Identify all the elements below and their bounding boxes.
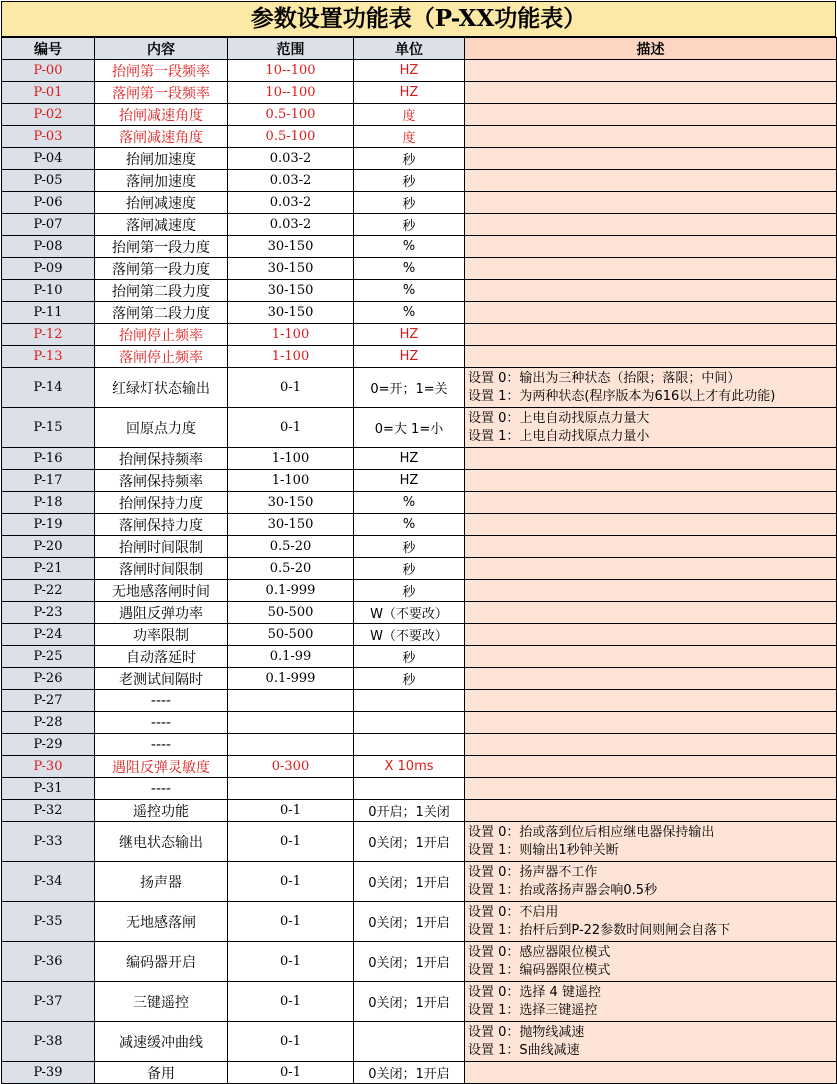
param-range-cell: 0-1 <box>228 408 354 448</box>
param-desc-cell <box>465 104 837 126</box>
param-id-cell: P-38 <box>2 1022 95 1062</box>
param-unit-cell <box>354 778 465 800</box>
param-range-cell: 0.5-100 <box>228 104 354 126</box>
param-name-cell: ---- <box>95 712 228 734</box>
param-range-cell: 0.1-99 <box>228 646 354 668</box>
desc-line: 设置 1：抬或落扬声器会响0.5秒 <box>468 882 658 898</box>
param-name-cell: 落闸减速度 <box>95 214 228 236</box>
param-desc-cell <box>465 514 837 536</box>
table-row <box>2 800 837 822</box>
table-row <box>2 470 837 492</box>
param-range-cell: 0.03-2 <box>228 148 354 170</box>
table-row <box>2 258 837 280</box>
param-id-cell: P-18 <box>2 492 95 514</box>
param-range-cell: 0.5-20 <box>228 558 354 580</box>
param-name-cell: 抬闸第一段力度 <box>95 236 228 258</box>
table-row <box>2 778 837 800</box>
param-id-cell: P-27 <box>2 690 95 712</box>
param-range-cell <box>228 712 354 734</box>
param-desc-cell <box>465 982 837 1022</box>
param-name-cell: 抬闸减速度 <box>95 192 228 214</box>
header-range: 范围 <box>228 38 354 60</box>
table-row <box>2 214 837 236</box>
param-desc-cell <box>465 646 837 668</box>
table-row <box>2 492 837 514</box>
table-row <box>2 126 837 148</box>
param-id-cell: P-02 <box>2 104 95 126</box>
desc-line: 设置 1：上电自动找原点力量小 <box>468 428 650 444</box>
param-unit-cell: 0关闭；1开启 <box>354 1062 465 1084</box>
param-range-cell: 0.5-20 <box>228 536 354 558</box>
param-range-cell: 50-500 <box>228 602 354 624</box>
param-range-cell: 0.1-999 <box>228 668 354 690</box>
param-range-cell: 10--100 <box>228 60 354 82</box>
param-name-cell: ---- <box>95 734 228 756</box>
param-desc-cell <box>465 558 837 580</box>
param-unit-cell: 0关闭；1开启 <box>354 942 465 982</box>
param-name-cell: 遇阻反弹灵敏度 <box>95 756 228 778</box>
table-row <box>2 902 837 942</box>
desc-line: 设置 0：抬或落到位后相应继电器保持输出 <box>468 824 715 840</box>
param-name-cell: ---- <box>95 778 228 800</box>
param-name-cell: 抬闸加速度 <box>95 148 228 170</box>
param-unit-cell: 秒 <box>354 558 465 580</box>
param-name-cell: 继电状态输出 <box>95 822 228 862</box>
param-desc-cell <box>465 712 837 734</box>
param-id-cell: P-34 <box>2 862 95 902</box>
param-unit-cell: 0=大 1=小 <box>354 408 465 448</box>
param-id-cell: P-05 <box>2 170 95 192</box>
param-id-cell: P-01 <box>2 82 95 104</box>
param-range-cell: 0.03-2 <box>228 214 354 236</box>
param-desc-cell <box>465 192 837 214</box>
param-name-cell: 落闸第一段频率 <box>95 82 228 104</box>
param-range-cell: 0-300 <box>228 756 354 778</box>
desc-line: 设置 0：上电自动找原点力量大 <box>468 410 650 426</box>
param-range-cell <box>228 778 354 800</box>
sheet-title: 参数设置功能表（P-XX功能表） <box>1 1 836 37</box>
param-unit-cell: 0关闭；1开启 <box>354 822 465 862</box>
table-row <box>2 734 837 756</box>
param-range-cell: 30-150 <box>228 258 354 280</box>
header-desc: 描述 <box>465 38 837 60</box>
param-range-cell: 0-1 <box>228 982 354 1022</box>
param-unit-cell: HZ <box>354 324 465 346</box>
param-id-cell: P-33 <box>2 822 95 862</box>
param-id-cell: P-16 <box>2 448 95 470</box>
param-name-cell: 功率限制 <box>95 624 228 646</box>
param-unit-cell: X 10ms <box>354 756 465 778</box>
table-row <box>2 624 837 646</box>
param-unit-cell <box>354 690 465 712</box>
param-desc-cell <box>465 942 837 982</box>
param-name-cell: 遇阻反弹功率 <box>95 602 228 624</box>
param-desc-cell <box>465 324 837 346</box>
param-desc-cell <box>465 346 837 368</box>
param-desc-cell <box>465 126 837 148</box>
table-row <box>2 408 837 448</box>
param-id-cell: P-08 <box>2 236 95 258</box>
param-unit-cell: % <box>354 280 465 302</box>
param-id-cell: P-17 <box>2 470 95 492</box>
table-row <box>2 536 837 558</box>
param-name-cell: 红绿灯状态输出 <box>95 368 228 408</box>
param-id-cell: P-20 <box>2 536 95 558</box>
param-desc-cell <box>465 862 837 902</box>
param-desc-cell <box>465 258 837 280</box>
param-unit-cell: 0=开；1=关 <box>354 368 465 408</box>
header-unit: 单位 <box>354 38 465 60</box>
header-row <box>2 38 837 60</box>
desc-line: 设置 0：不启用 <box>468 904 559 920</box>
param-range-cell: 1-100 <box>228 346 354 368</box>
param-name-cell: 抬闸第一段频率 <box>95 60 228 82</box>
param-desc-cell <box>465 778 837 800</box>
param-unit-cell: HZ <box>354 82 465 104</box>
param-id-cell: P-30 <box>2 756 95 778</box>
param-id-cell: P-12 <box>2 324 95 346</box>
desc-line: 设置 0：扬声器不工作 <box>468 864 598 880</box>
table-row <box>2 302 837 324</box>
param-desc-cell <box>465 148 837 170</box>
param-id-cell: P-29 <box>2 734 95 756</box>
param-range-cell: 0-1 <box>228 862 354 902</box>
param-desc-cell <box>465 536 837 558</box>
desc-line: 设置 1：为两种状态(程序版本为616以上才有此功能) <box>468 388 776 404</box>
table-row <box>2 558 837 580</box>
param-id-cell: P-39 <box>2 1062 95 1084</box>
param-range-cell: 30-150 <box>228 280 354 302</box>
param-range-cell: 50-500 <box>228 624 354 646</box>
param-id-cell: P-25 <box>2 646 95 668</box>
table-row <box>2 324 837 346</box>
param-desc-cell <box>465 624 837 646</box>
param-desc-cell <box>465 690 837 712</box>
table-row <box>2 602 837 624</box>
table-row <box>2 756 837 778</box>
param-name-cell: 落闸保持频率 <box>95 470 228 492</box>
param-unit-cell: 0关闭；1开启 <box>354 862 465 902</box>
param-id-cell: P-28 <box>2 712 95 734</box>
param-range-cell: 0-1 <box>228 368 354 408</box>
param-range-cell: 0-1 <box>228 1022 354 1062</box>
param-name-cell: 回原点力度 <box>95 408 228 448</box>
param-id-cell: P-10 <box>2 280 95 302</box>
param-desc-cell <box>465 492 837 514</box>
param-range-cell: 1-100 <box>228 324 354 346</box>
header-name: 内容 <box>95 38 228 60</box>
param-desc-cell <box>465 902 837 942</box>
param-desc-cell <box>465 368 837 408</box>
param-unit-cell: 秒 <box>354 580 465 602</box>
table-row <box>2 170 837 192</box>
param-desc-cell <box>465 280 837 302</box>
param-desc-cell <box>465 1022 837 1062</box>
table-row <box>2 862 837 902</box>
param-range-cell: 30-150 <box>228 302 354 324</box>
param-range-cell: 1-100 <box>228 470 354 492</box>
param-name-cell: 落闸减速角度 <box>95 126 228 148</box>
param-id-cell: P-13 <box>2 346 95 368</box>
param-range-cell: 0-1 <box>228 822 354 862</box>
desc-line: 设置 1：抬杆后到P-22参数时间则闸会自落下 <box>468 922 731 938</box>
param-name-cell: 三键遥控 <box>95 982 228 1022</box>
desc-line: 设置 0：输出为三种状态（抬限；落限；中间） <box>468 370 741 386</box>
param-id-cell: P-35 <box>2 902 95 942</box>
param-range-cell <box>228 690 354 712</box>
param-id-cell: P-32 <box>2 800 95 822</box>
table-row <box>2 346 837 368</box>
param-range-cell: 30-150 <box>228 492 354 514</box>
table-row <box>2 60 837 82</box>
param-unit-cell <box>354 712 465 734</box>
param-name-cell: 落闸第二段力度 <box>95 302 228 324</box>
param-range-cell: 0-1 <box>228 800 354 822</box>
param-name-cell: 落闸加速度 <box>95 170 228 192</box>
param-name-cell: 减速缓冲曲线 <box>95 1022 228 1062</box>
param-range-cell: 0-1 <box>228 1062 354 1084</box>
param-desc-cell <box>465 408 837 448</box>
param-unit-cell: 秒 <box>354 170 465 192</box>
param-name-cell: 无地感落闸 <box>95 902 228 942</box>
param-range-cell: 0-1 <box>228 942 354 982</box>
param-desc-cell <box>465 602 837 624</box>
desc-line: 设置 0：选择 4 键遥控 <box>468 984 601 1000</box>
param-unit-cell: 秒 <box>354 646 465 668</box>
param-id-cell: P-22 <box>2 580 95 602</box>
param-id-cell: P-15 <box>2 408 95 448</box>
param-desc-cell <box>465 82 837 104</box>
param-desc-cell <box>465 734 837 756</box>
param-desc-cell <box>465 236 837 258</box>
table-row <box>2 712 837 734</box>
table-row <box>2 192 837 214</box>
desc-line: 设置 1：选择三键遥控 <box>468 1002 598 1018</box>
param-unit-cell: W（不要改） <box>354 624 465 646</box>
param-name-cell: 抬闸减速角度 <box>95 104 228 126</box>
param-desc-cell <box>465 1062 837 1084</box>
param-unit-cell: HZ <box>354 346 465 368</box>
param-unit-cell: % <box>354 258 465 280</box>
param-name-cell: 落闸停止频率 <box>95 346 228 368</box>
table-row <box>2 646 837 668</box>
param-name-cell: 抬闸保持频率 <box>95 448 228 470</box>
param-id-cell: P-11 <box>2 302 95 324</box>
param-unit-cell <box>354 734 465 756</box>
param-id-cell: P-26 <box>2 668 95 690</box>
param-range-cell: 10--100 <box>228 82 354 104</box>
param-unit-cell: 秒 <box>354 536 465 558</box>
param-unit-cell: 秒 <box>354 192 465 214</box>
param-id-cell: P-03 <box>2 126 95 148</box>
param-desc-cell <box>465 470 837 492</box>
table-row <box>2 982 837 1022</box>
param-name-cell: 备用 <box>95 1062 228 1084</box>
param-desc-cell <box>465 822 837 862</box>
param-desc-cell <box>465 214 837 236</box>
param-range-cell: 0-1 <box>228 902 354 942</box>
param-range-cell: 0.5-100 <box>228 126 354 148</box>
param-name-cell: 抬闸停止频率 <box>95 324 228 346</box>
table-row <box>2 368 837 408</box>
param-name-cell: 抬闸第二段力度 <box>95 280 228 302</box>
param-id-cell: P-21 <box>2 558 95 580</box>
param-name-cell: 无地感落闸时间 <box>95 580 228 602</box>
param-id-cell: P-09 <box>2 258 95 280</box>
param-desc-cell <box>465 448 837 470</box>
param-name-cell: 落闸保持力度 <box>95 514 228 536</box>
param-unit-cell: 0开启；1关闭 <box>354 800 465 822</box>
param-desc-cell <box>465 800 837 822</box>
param-name-cell: 扬声器 <box>95 862 228 902</box>
param-range-cell: 0.1-999 <box>228 580 354 602</box>
param-id-cell: P-24 <box>2 624 95 646</box>
param-id-cell: P-07 <box>2 214 95 236</box>
param-unit-cell: % <box>354 514 465 536</box>
desc-line: 设置 0：感应器限位模式 <box>468 944 611 960</box>
param-desc-cell <box>465 170 837 192</box>
param-id-cell: P-00 <box>2 60 95 82</box>
param-id-cell: P-36 <box>2 942 95 982</box>
param-name-cell: 编码器开启 <box>95 942 228 982</box>
param-range-cell: 0.03-2 <box>228 192 354 214</box>
param-unit-cell: HZ <box>354 60 465 82</box>
table-body <box>2 60 837 1084</box>
param-unit-cell: 度 <box>354 126 465 148</box>
param-name-cell: 抬闸保持力度 <box>95 492 228 514</box>
desc-line: 设置 1：则输出1秒钟关断 <box>468 842 619 858</box>
table-row <box>2 448 837 470</box>
param-unit-cell: 0关闭；1开启 <box>354 902 465 942</box>
table-row <box>2 148 837 170</box>
param-desc-cell <box>465 668 837 690</box>
param-id-cell: P-04 <box>2 148 95 170</box>
param-range-cell: 0.03-2 <box>228 170 354 192</box>
table-row <box>2 942 837 982</box>
param-unit-cell: % <box>354 492 465 514</box>
param-range-cell: 30-150 <box>228 514 354 536</box>
param-desc-cell <box>465 580 837 602</box>
param-unit-cell <box>354 1022 465 1062</box>
table-row <box>2 280 837 302</box>
param-unit-cell: 秒 <box>354 148 465 170</box>
param-unit-cell: HZ <box>354 470 465 492</box>
table-row <box>2 822 837 862</box>
param-name-cell: 自动落延时 <box>95 646 228 668</box>
param-range-cell <box>228 734 354 756</box>
param-name-cell: 落闸第一段力度 <box>95 258 228 280</box>
param-id-cell: P-06 <box>2 192 95 214</box>
table-row <box>2 1062 837 1084</box>
param-name-cell: 抬闸时间限制 <box>95 536 228 558</box>
table-row <box>2 690 837 712</box>
table-row <box>2 580 837 602</box>
param-range-cell: 30-150 <box>228 236 354 258</box>
desc-line: 设置 1：S曲线减速 <box>468 1042 580 1058</box>
param-unit-cell: % <box>354 302 465 324</box>
param-id-cell: P-37 <box>2 982 95 1022</box>
param-id-cell: P-19 <box>2 514 95 536</box>
param-unit-cell: % <box>354 236 465 258</box>
param-name-cell: 遥控功能 <box>95 800 228 822</box>
param-unit-cell: W（不要改） <box>354 602 465 624</box>
table-row <box>2 82 837 104</box>
table-row <box>2 236 837 258</box>
desc-line: 设置 0：抛物线减速 <box>468 1024 585 1040</box>
param-unit-cell: 0关闭；1开启 <box>354 982 465 1022</box>
table-row <box>2 104 837 126</box>
param-id-cell: P-31 <box>2 778 95 800</box>
param-id-cell: P-14 <box>2 368 95 408</box>
param-name-cell: 落闸时间限制 <box>95 558 228 580</box>
desc-line: 设置 1：编码器限位模式 <box>468 962 611 978</box>
param-range-cell: 1-100 <box>228 448 354 470</box>
param-name-cell: ---- <box>95 690 228 712</box>
parameter-table <box>1 37 837 1084</box>
table-row <box>2 514 837 536</box>
param-desc-cell <box>465 60 837 82</box>
param-unit-cell: 度 <box>354 104 465 126</box>
param-id-cell: P-23 <box>2 602 95 624</box>
table-row <box>2 1022 837 1062</box>
param-unit-cell: HZ <box>354 448 465 470</box>
header-id: 编号 <box>2 38 95 60</box>
param-unit-cell: 秒 <box>354 668 465 690</box>
param-desc-cell <box>465 756 837 778</box>
param-unit-cell: 秒 <box>354 214 465 236</box>
param-name-cell: 老测试间隔时 <box>95 668 228 690</box>
param-desc-cell <box>465 302 837 324</box>
table-row <box>2 668 837 690</box>
